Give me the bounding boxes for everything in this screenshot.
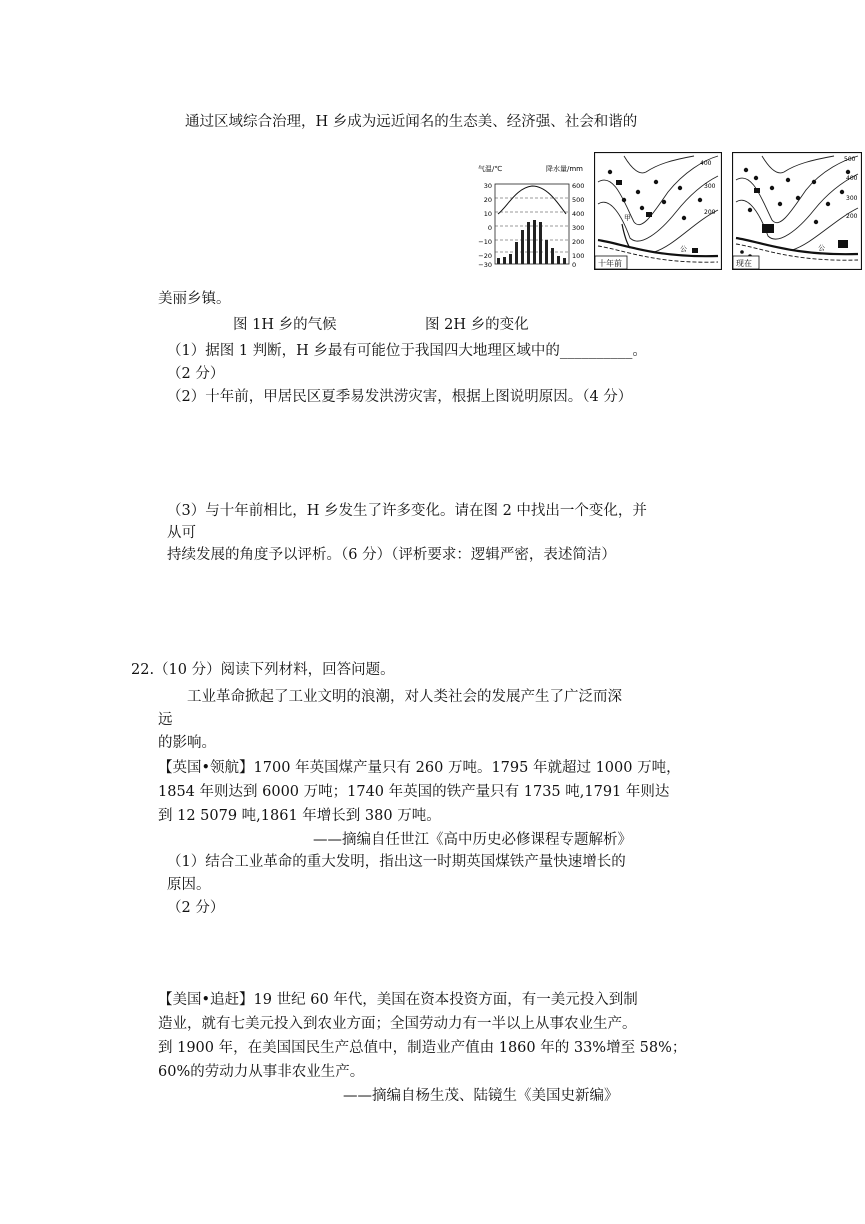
q22-uk-line2: 1854 年则达到 6000 万吨；1740 年英国的铁产量只有 1735 吨,1791 年则达: [158, 784, 670, 800]
intro-line-1: 通过区域综合治理，H 乡成为远近闻名的生态美、经济强、社会和谐的: [185, 114, 638, 130]
precip-tick: 500: [572, 196, 585, 204]
precip-tick: 0: [572, 261, 577, 268]
map-now: [732, 152, 862, 270]
temp-tick: 20: [483, 196, 492, 204]
climate-precip-label: 降水量/mm: [546, 165, 583, 173]
precip-tick: 600: [572, 182, 585, 190]
intro-line-2: 美丽乡镇。: [158, 291, 231, 307]
q21-part3-line3: 持续发展的角度予以评析。（6 分）（评析要求：逻辑严密，表述简洁）: [167, 547, 616, 563]
q22-us-source: ——摘编自杨生茂、陆镜生《美国史新编》: [343, 1088, 619, 1104]
q22-us-line2: 造业，就有七美元投入到农业方面；全国劳动力有一半以上从事农业生产。: [158, 1016, 637, 1032]
q22-us-line4: 60%的劳动力从事非农业生产。: [158, 1064, 365, 1080]
q21-part1-score: （2 分）: [167, 366, 225, 382]
q22-intro-line2: 远: [158, 712, 173, 728]
map-before-village-label: 甲: [624, 214, 631, 222]
q22-us-line3: 到 1900 年，在美国国民生产总值中，制造业产值由 1860 年的 33%增至 58%；: [158, 1040, 687, 1056]
temp-tick: 30: [483, 182, 492, 190]
q22-part1-line1: （1）结合工业革命的重大发明，指出这一时期英国煤铁产量快速增长的: [167, 854, 626, 870]
q21-part3-line2: 从可: [167, 525, 196, 541]
map-before-contour-label: 200: [704, 209, 716, 216]
map-before-contour-label: 400: [700, 160, 712, 167]
map-before-contour-label: 300: [704, 183, 716, 190]
map-now-label: 现在: [736, 259, 752, 268]
map-before: [594, 152, 722, 270]
q22-uk-source: ——摘编自任世江《高中历史必修课程专题解析》: [313, 832, 632, 848]
map-now-contour-label: 400: [846, 175, 858, 182]
precip-tick: 400: [572, 210, 585, 218]
q22-intro-line3: 的影响。: [158, 735, 216, 751]
map-now-contour-label: 500: [844, 156, 856, 163]
precip-tick: 100: [572, 252, 585, 260]
temp-tick: −20: [478, 252, 492, 260]
map-before-label: 十年前: [598, 259, 622, 268]
q22-us-line1: 【美国•追赶】19 世纪 60 年代，美国在资本投资方面，有一美元投入到制: [158, 992, 638, 1008]
climate-temp-label: 气温/℃: [478, 165, 503, 173]
map-before-road-label: 公: [680, 245, 687, 253]
precip-tick: 300: [572, 224, 585, 232]
q21-part2: （2）十年前，甲居民区夏季易发洪涝灾害，根据上图说明原因。（4 分）: [167, 389, 633, 405]
temp-tick: −30: [478, 261, 492, 268]
q21-part1: （1）据图 1 判断，H 乡最有可能位于我国四大地理区域中的__________。: [167, 343, 647, 359]
map-now-contour-label: 200: [846, 213, 858, 220]
map-now-road-label: 公: [818, 244, 825, 252]
q22-header: 22.（10 分）阅读下列材料，回答问题。: [131, 662, 395, 678]
q22-intro-line1: 工业革命掀起了工业文明的浪潮，对人类社会的发展产生了广泛而深: [187, 689, 622, 705]
q21-part3-line1: （3）与十年前相比，H 乡发生了许多变化。请在图 2 中找出一个变化，并: [167, 503, 647, 519]
temp-tick: 0: [487, 224, 492, 232]
q22-uk-line1: 【英国•领航】1700 年英国煤产量只有 260 万吨。1795 年就超过 1000 万吨，: [158, 760, 681, 776]
temp-tick: −10: [478, 238, 492, 246]
map-now-contour-label: 300: [846, 195, 858, 202]
q22-part1-line2: 原因。: [167, 877, 211, 893]
figure-2-caption: 图 2H 乡的变化: [425, 317, 529, 333]
figure-1-caption: 图 1H 乡的气候: [233, 317, 337, 333]
precip-tick: 200: [572, 238, 585, 246]
climate-chart: [476, 162, 588, 268]
q22-part1-score: （2 分）: [167, 900, 225, 916]
temp-tick: 10: [483, 210, 492, 218]
q22-uk-line3: 到 12 5079 吨,1861 年增长到 380 万吨。: [158, 808, 441, 824]
